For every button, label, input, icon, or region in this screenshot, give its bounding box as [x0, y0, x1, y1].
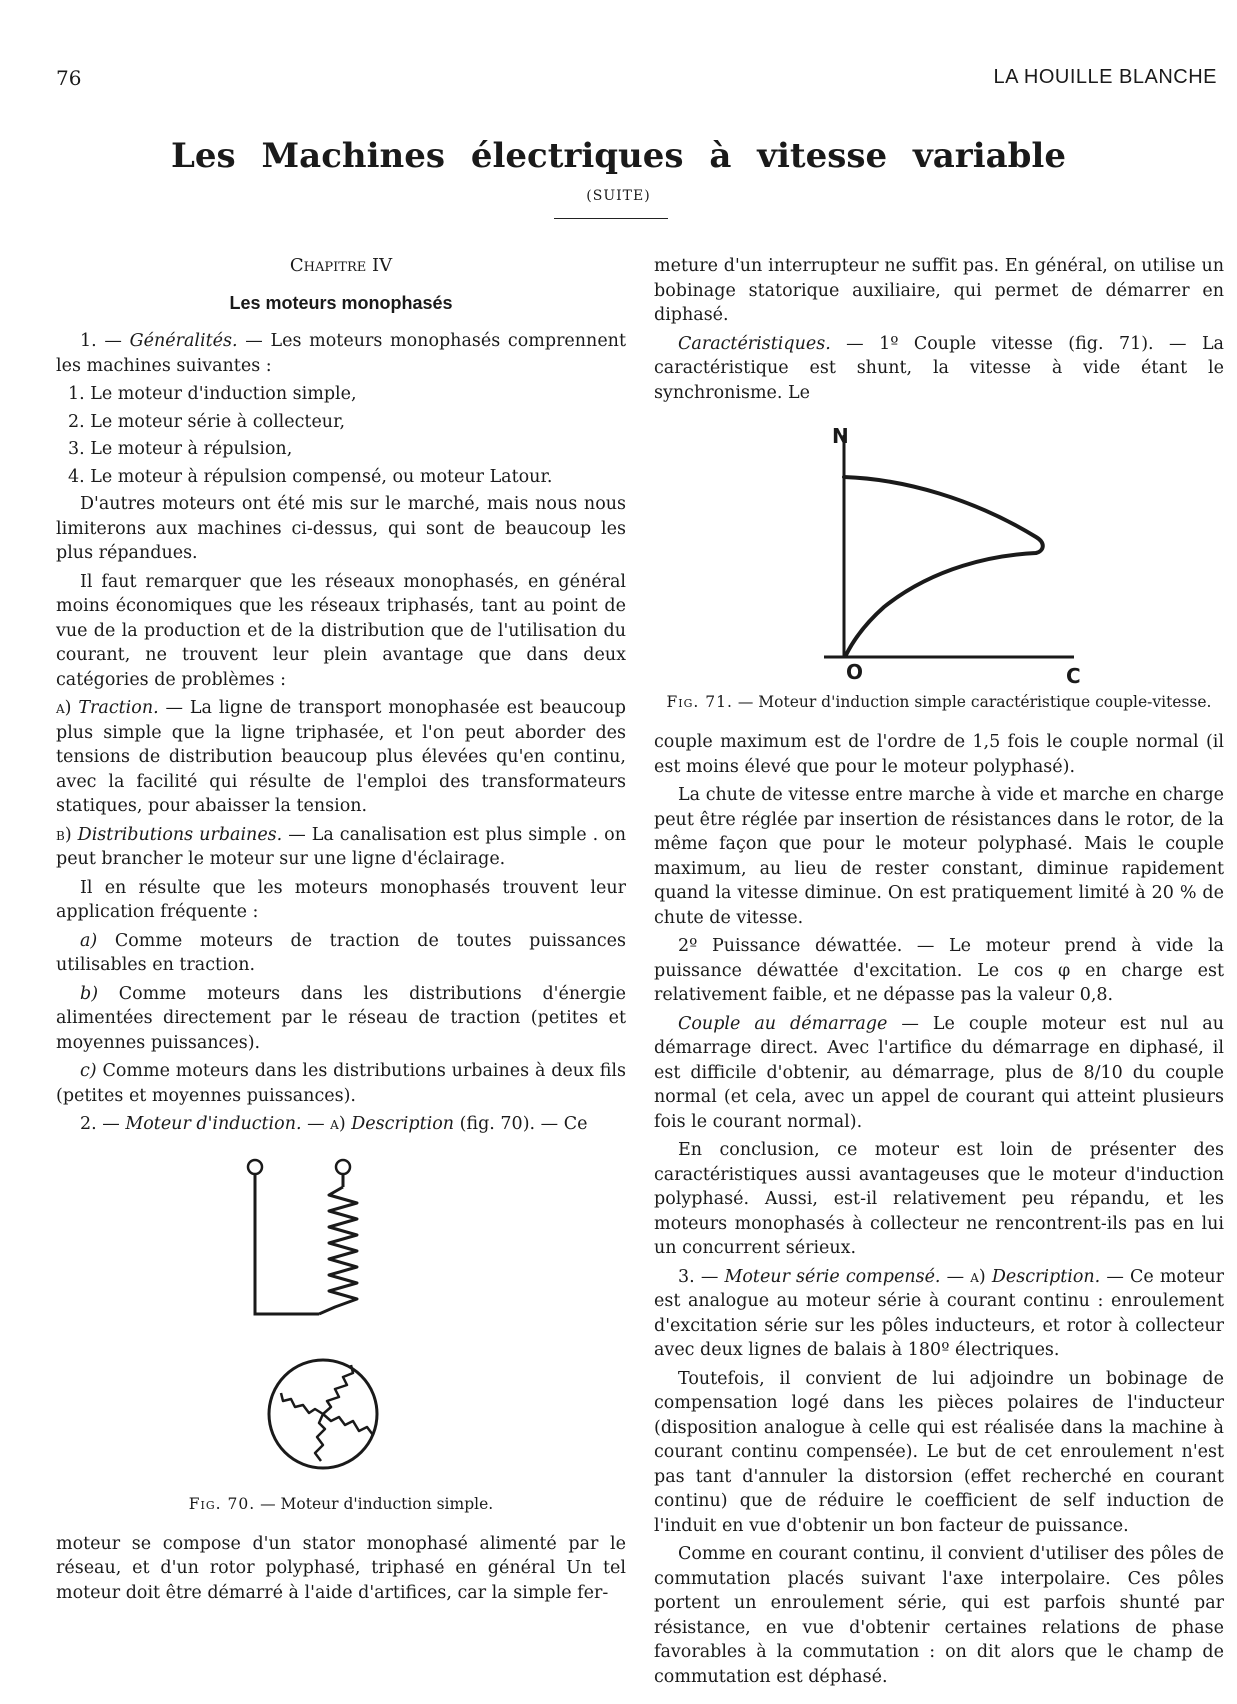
- item-letter: b): [56, 824, 72, 845]
- paragraph: En conclusion, ce moteur est loin de présenter des caractéristiques aussi avantageuses que le moteur d'induction polyphasé. Aussi, est-il relativement peu répandu, et les moteurs monophasés à collecteur ne rencontrent-ils pas en lui un concurrent sérieux.: [654, 1140, 1224, 1258]
- run-in-heading: Description: [351, 1114, 455, 1134]
- run-in-heading: Distributions urbaines.: [77, 824, 283, 845]
- stator-coil: [319, 1187, 357, 1314]
- paragraph-text: (fig. 70). — Ce: [454, 1114, 588, 1134]
- paragraph-text: Comme moteurs dans les distributions d'énergie alimentées directement par le réseau de traction (petites et moyennes puissances).: [56, 983, 626, 1053]
- item-letter: a): [56, 698, 72, 718]
- rotor-winding: [323, 1365, 353, 1414]
- caption-text: — Moteur d'induction simple caractéristique couple-vitesse.: [732, 693, 1212, 711]
- paragraph: Toutefois, il convient de lui adjoindre un bobinage de compensation logé dans les pièces polaires de l'inducteur (disposition analogue à celle qui est réalisée dans la machine à courant continu compensée). Le but de cet enroulement n'est pas tant d'annuler la distorsion (effet recherché en courant continu) que de réduire le coefficient de self induction de l'induit en vue d'obtenir un bon facteur de puissance.: [654, 1368, 1224, 1536]
- axis-label-n: N: [832, 424, 849, 448]
- paragraph-distributions: [56, 823, 626, 872]
- fig71-caption: [654, 693, 1224, 712]
- axis-label-o: O: [846, 660, 864, 684]
- paragraph-number: 3. —: [678, 1266, 725, 1287]
- run-in-heading: Couple au démarrage: [678, 1013, 888, 1034]
- item-letter: a): [970, 1266, 986, 1287]
- run-in-heading: Description.: [991, 1266, 1101, 1287]
- list-item: 3. Le moteur à répulsion,: [68, 439, 293, 459]
- run-in-heading: Traction.: [78, 698, 159, 718]
- run-in-heading: Moteur d'induction.: [125, 1114, 302, 1134]
- item-letter: a): [80, 930, 98, 951]
- stator-wire: [255, 1174, 319, 1314]
- paragraph-traction: [56, 696, 626, 819]
- paragraph: 2º Puissance déwattée. — Le moteur prend à vide la puissance déwattée d'excitation. Le cos φ en charge est relativement faible, et ne dépasse pas la valeur 0,8.: [654, 936, 1224, 1005]
- run-in-heading: Moteur série compensé.: [724, 1266, 941, 1287]
- terminal-left: [248, 1160, 262, 1174]
- paragraph-couple-demarrage: [654, 1012, 1224, 1135]
- run-in-heading: Caractéristiques.: [678, 333, 831, 354]
- paragraph-text: — 1º Couple vitesse (fig. 71). — La caractéristique est shunt, la vitesse à vide étant le synchronisme. Le: [654, 333, 1224, 403]
- paragraph-moteur-serie: [654, 1265, 1224, 1363]
- paragraph-generalites: [56, 329, 626, 378]
- figure-label: Fig. 70.: [188, 1494, 256, 1513]
- paragraph-number: 2. —: [80, 1114, 126, 1134]
- paragraph-text: — Le couple moteur est nul au démarrage direct. Avec l'artifice du démarrage en diphasé, il est difficile d'obtenir, au démarrage, plus de 8/10 du couple normal (et cela, avec un appel de courant qui atteint plusieurs fois le courant normal).: [654, 1013, 1224, 1132]
- list-item: 2. Le moteur série à collecteur,: [68, 411, 346, 432]
- paragraph: couple maximum est de l'ordre de 1,5 fois le couple normal (il est moins élevé que pour le moteur polyphasé).: [654, 732, 1224, 777]
- paragraph: La chute de vitesse entre marche à vide et marche en charge peut être réglée par insertion de résistances dans le rotor, de la même façon que pour le moteur polyphasé. Mais le couple maximum, au lieu de rester constant, diminue rapidement quand la vitesse diminue. On est pratiquement limité à 20 % de chute de vitesse.: [654, 785, 1224, 928]
- paragraph-caracteristiques: [654, 332, 1224, 406]
- run-in-heading: Généralités.: [129, 331, 238, 351]
- paragraph-text: Comme moteurs de traction de toutes puissances utilisables en traction.: [56, 930, 626, 975]
- journal-name: LA HOUILLE BLANCHE: [993, 66, 1217, 88]
- chapter-heading: Chapitre IV: [289, 255, 393, 276]
- list-item: 4. Le moteur à répulsion compensé, ou moteur Latour.: [68, 466, 553, 487]
- article-subtitle: (SUITE): [586, 188, 651, 204]
- item-letter: a): [330, 1114, 346, 1134]
- list-item: 1. Le moteur d'induction simple,: [68, 384, 357, 404]
- paragraph-text: — Les moteurs monophasés comprennent les machines suivantes :: [56, 331, 626, 376]
- separator: —: [940, 1266, 971, 1287]
- paragraph-text: — Ce moteur est analogue au moteur série à courant continu : enroulement d'excitation série sur les pôles inducteurs, et rotor à collecteur avec deux lignes de balais à 180º électriques.: [654, 1266, 1224, 1360]
- paragraph: Comme en courant continu, il convient d'utiliser des pôles de commutation placés suivant l'axe interpolaire. Ces pôles portent un enroulement série, qui est parfois shunté par résistance, en vue d'obtenir certaines relations de phase favorables à la commutation : on dit alors que le champ de commutation est déphasé.: [654, 1544, 1224, 1687]
- rotor-winding: [315, 1414, 325, 1461]
- paragraph: Il faut remarquer que les réseaux monophasés, en général moins économiques que les réseaux triphasés, tant au point de vue de la production et de la distribution que de l'utilisation du courant, ne trouvent leur plein avantage que dans deux catégories de problèmes :: [56, 571, 626, 690]
- paragraph-text: — La ligne de transport monophasée est beaucoup plus simple que la ligne triphasée, et l'on peut aborder des tensions de distribution beaucoup plus élevées qu'en continu, avec la facilité qui résulte de l'emploi des transformateurs statiques, pour abaisser la tension.: [56, 698, 626, 816]
- paragraph-application-a: [56, 929, 626, 978]
- axis-label-c: C: [1066, 664, 1081, 687]
- paragraph: D'autres moteurs ont été mis sur le marché, mais nous nous limiterons aux machines ci-dessus, qui sont de beaucoup les plus répandues.: [56, 494, 626, 563]
- separator: —: [301, 1114, 331, 1134]
- article-title: Les Machines électriques à vitesse variable: [171, 136, 1066, 176]
- item-letter: c): [80, 1061, 97, 1081]
- paragraph: moteur se compose d'un stator monophasé alimenté par le réseau, et d'un rotor polyphasé, triphasé en général Un tel moteur doit être démarré à l'aide d'artifices, car la simple fer-: [56, 1533, 626, 1603]
- page-number: 76: [56, 66, 82, 90]
- paragraph-text: Comme moteurs dans les distributions urbaines à deux fils (petites et moyennes puissances).: [56, 1061, 626, 1106]
- paragraph: meture d'un interrupteur ne suffit pas. En général, on utilise un bobinage statorique auxiliaire, qui permet de démarrer en diphasé.: [654, 256, 1224, 325]
- paragraph-application-b: [56, 982, 626, 1056]
- section-heading: Les moteurs monophasés: [229, 292, 453, 313]
- rotor-winding: [281, 1393, 323, 1414]
- fig70-caption: [56, 1495, 626, 1514]
- fig71-chart: [774, 417, 1104, 687]
- paragraph: Il en résulte que les moteurs monophasés trouvent leur application fréquente :: [56, 877, 626, 922]
- paragraph-number: 1. —: [80, 331, 130, 351]
- figure-label: Fig. 71.: [666, 693, 733, 711]
- terminal-right: [336, 1160, 350, 1174]
- item-letter: b): [80, 983, 99, 1004]
- paragraph-moteur-induction: [56, 1112, 626, 1137]
- paragraph-text: — La canalisation est plus simple . on peut brancher le moteur sur une ligne d'éclairage.: [56, 824, 626, 869]
- title-rule: [554, 218, 668, 219]
- right-column: [654, 254, 1224, 1693]
- caption-text: — Moteur d'induction simple.: [255, 1494, 494, 1513]
- rotor-winding: [323, 1414, 373, 1435]
- paragraph-application-c: [56, 1059, 626, 1108]
- torque-speed-curve: [844, 477, 1043, 655]
- fig70-diagram: [211, 1149, 471, 1489]
- left-column: [56, 254, 626, 1609]
